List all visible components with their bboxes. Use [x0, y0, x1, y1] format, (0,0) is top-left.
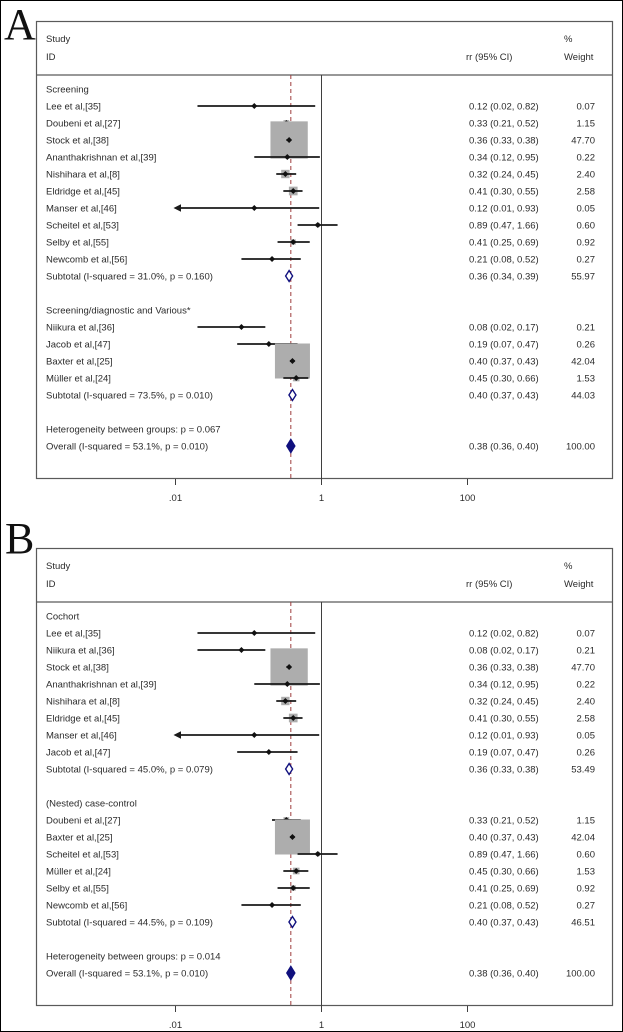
study-label: Müller et al,[24] — [46, 866, 111, 878]
weight-text: 0.05 — [576, 730, 595, 742]
point-marker — [238, 324, 244, 330]
subtotal-row — [46, 390, 595, 402]
study-row — [46, 714, 595, 725]
study-label: Jacob et al,[47] — [46, 747, 111, 759]
study-row — [46, 867, 595, 878]
study-label: Eldridge et al,[45] — [46, 186, 120, 198]
weight-text: 0.07 — [576, 101, 595, 113]
study-label: Selby et al,[55] — [46, 237, 109, 249]
point-marker — [266, 341, 272, 347]
study-row — [46, 850, 595, 861]
study-label: Lee et al,[35] — [46, 101, 101, 113]
point-marker — [269, 902, 275, 908]
weight-text: 2.58 — [576, 713, 595, 725]
weight-text: 0.92 — [576, 883, 595, 895]
heterogeneity-text: Heterogeneity between groups: p = 0.014 — [46, 951, 221, 963]
effect-text: 0.41 (0.25, 0.69) — [469, 883, 539, 895]
group-label: (Nested) case-control — [46, 798, 137, 810]
study-label: Niikura et al,[36] — [46, 645, 115, 657]
effect-text: 0.32 (0.24, 0.45) — [469, 169, 539, 181]
study-row — [46, 731, 595, 742]
weight-text: 0.26 — [576, 747, 595, 759]
study-label: Lee et al,[35] — [46, 628, 101, 640]
weight-text: 44.03 — [571, 390, 595, 402]
study-row — [46, 255, 595, 266]
weight-text: 2.58 — [576, 186, 595, 198]
study-row — [46, 102, 595, 113]
axis-tick-label: .01 — [168, 493, 183, 504]
study-label: Selby et al,[55] — [46, 883, 109, 895]
study-label: Baxter et al,[25] — [46, 832, 113, 844]
study-label: Stock et al,[38] — [46, 662, 109, 674]
weight-text: 2.40 — [576, 696, 595, 708]
effect-text: 0.34 (0.12, 0.95) — [469, 679, 539, 691]
ci-arrow-left — [174, 204, 182, 212]
effect-text: 0.12 (0.01, 0.93) — [469, 203, 539, 215]
forest-panel-b — [37, 549, 613, 1032]
effect-text: 0.19 (0.07, 0.47) — [469, 339, 539, 351]
study-label: Newcomb et al,[56] — [46, 900, 128, 912]
axis-tick-label: 1 — [318, 493, 325, 504]
header-weight-line2: Weight — [564, 579, 594, 590]
point-marker — [251, 205, 257, 211]
weight-text: 46.51 — [571, 917, 595, 929]
study-label: Scheitel et al,[53] — [46, 849, 119, 861]
header-weight-line2: Weight — [564, 52, 594, 63]
group-label: Screening — [46, 84, 89, 96]
study-row — [46, 816, 595, 827]
study-label: Subtotal (I-squared = 73.5%, p = 0.010) — [46, 390, 213, 402]
effect-text: 0.40 (0.37, 0.43) — [469, 917, 539, 929]
header-weight-line1: % — [564, 34, 573, 45]
forest-plots-svg — [1, 1, 623, 1032]
effect-text: 0.33 (0.21, 0.52) — [469, 815, 539, 827]
study-label: Müller et al,[24] — [46, 373, 111, 385]
effect-text: 0.89 (0.47, 1.66) — [469, 220, 539, 232]
weight-text: 100.00 — [565, 441, 595, 453]
effect-text: 0.08 (0.02, 0.17) — [469, 322, 539, 334]
study-row — [46, 697, 595, 708]
weight-text: 1.15 — [576, 815, 595, 827]
weight-text: 0.05 — [576, 203, 595, 215]
weight-text: 0.92 — [576, 237, 595, 249]
ci-arrow-left — [174, 731, 182, 739]
weight-text: 0.21 — [576, 645, 595, 657]
panel-b-label: B — [5, 514, 35, 563]
study-row — [46, 187, 595, 198]
axis-tick-label: 100 — [459, 1020, 476, 1031]
header-study-line2: ID — [46, 52, 56, 63]
overall-row — [46, 967, 595, 980]
study-label: Jacob et al,[47] — [46, 339, 111, 351]
effect-text: 0.89 (0.47, 1.66) — [469, 849, 539, 861]
study-label: Doubeni et al,[27] — [46, 118, 121, 130]
weight-text: 47.70 — [571, 135, 595, 147]
weight-text: 0.21 — [576, 322, 595, 334]
panel-a-label: A — [4, 0, 36, 49]
effect-text: 0.45 (0.30, 0.66) — [469, 866, 539, 878]
panel-frame — [37, 22, 613, 479]
study-row — [46, 629, 595, 640]
overall-diamond — [287, 967, 295, 980]
forest-plots-canvas — [1, 1, 622, 1032]
axis-tick-label: 100 — [459, 493, 476, 504]
weight-text: 0.26 — [576, 339, 595, 351]
header-effect: rr (95% CI) — [466, 579, 513, 590]
point-marker — [269, 256, 275, 262]
effect-text: 0.38 (0.36, 0.40) — [469, 441, 539, 453]
study-row — [46, 221, 595, 232]
weight-text: 53.49 — [571, 764, 595, 776]
weight-text: 0.27 — [576, 900, 595, 912]
point-marker — [266, 749, 272, 755]
effect-text: 0.21 (0.08, 0.52) — [469, 254, 539, 266]
study-row — [46, 170, 595, 181]
study-label: Overall (I-squared = 53.1%, p = 0.010) — [46, 968, 209, 980]
subtotal-diamond — [286, 764, 293, 775]
study-label: Nishihara et al,[8] — [46, 169, 120, 181]
study-label: Manser et al,[46] — [46, 203, 117, 215]
study-row — [46, 238, 595, 249]
effect-text: 0.12 (0.02, 0.82) — [469, 628, 539, 640]
study-label: Ananthakrishnan et al,[39] — [46, 152, 157, 164]
study-label: Scheitel et al,[53] — [46, 220, 119, 232]
forest-panel-a — [37, 22, 613, 505]
study-row — [46, 153, 595, 164]
weight-text: 100.00 — [565, 968, 595, 980]
weight-text: 47.70 — [571, 662, 595, 674]
study-row — [46, 340, 595, 351]
axis-tick-label: 1 — [318, 1020, 325, 1031]
effect-text: 0.21 (0.08, 0.52) — [469, 900, 539, 912]
study-label: Doubeni et al,[27] — [46, 815, 121, 827]
point-marker — [251, 732, 257, 738]
effect-text: 0.12 (0.01, 0.93) — [469, 730, 539, 742]
header-study-line2: ID — [46, 579, 56, 590]
study-label: Ananthakrishnan et al,[39] — [46, 679, 157, 691]
study-label: Subtotal (I-squared = 44.5%, p = 0.109) — [46, 917, 213, 929]
weight-text: 42.04 — [571, 832, 595, 844]
subtotal-diamond — [286, 271, 293, 282]
study-label: Subtotal (I-squared = 45.0%, p = 0.079) — [46, 764, 213, 776]
study-row — [46, 204, 595, 215]
study-label: Subtotal (I-squared = 31.0%, p = 0.160) — [46, 271, 213, 283]
weight-text: 55.97 — [571, 271, 595, 283]
effect-text: 0.40 (0.37, 0.43) — [469, 356, 539, 368]
weight-text: 0.22 — [576, 152, 595, 164]
study-label: Baxter et al,[25] — [46, 356, 113, 368]
effect-text: 0.33 (0.21, 0.52) — [469, 118, 539, 130]
effect-text: 0.41 (0.25, 0.69) — [469, 237, 539, 249]
group-label: Screening/diagnostic and Various* — [46, 305, 191, 317]
study-label: Eldridge et al,[45] — [46, 713, 120, 725]
panel-frame — [37, 549, 613, 1006]
study-row — [46, 884, 595, 895]
effect-text: 0.34 (0.12, 0.95) — [469, 152, 539, 164]
weight-text: 0.27 — [576, 254, 595, 266]
study-label: Manser et al,[46] — [46, 730, 117, 742]
weight-text: 0.22 — [576, 679, 595, 691]
effect-text: 0.32 (0.24, 0.45) — [469, 696, 539, 708]
point-marker — [238, 647, 244, 653]
effect-text: 0.36 (0.33, 0.38) — [469, 764, 539, 776]
effect-text: 0.08 (0.02, 0.17) — [469, 645, 539, 657]
study-row — [46, 323, 595, 334]
header-study-line1: Study — [46, 34, 71, 45]
group-label: Cochort — [46, 611, 80, 623]
study-row — [46, 680, 595, 691]
header-weight-line1: % — [564, 561, 573, 572]
point-marker — [251, 103, 257, 109]
subtotal-diamond — [289, 390, 296, 401]
overall-diamond — [287, 440, 295, 453]
effect-text: 0.12 (0.02, 0.82) — [469, 101, 539, 113]
study-row — [46, 119, 595, 130]
point-marker — [315, 851, 321, 857]
study-row — [46, 901, 595, 912]
study-label: Stock et al,[38] — [46, 135, 109, 147]
weight-text: 2.40 — [576, 169, 595, 181]
study-row — [46, 374, 595, 385]
heterogeneity-text: Heterogeneity between groups: p = 0.067 — [46, 424, 221, 436]
weight-text: 1.53 — [576, 373, 595, 385]
study-row — [46, 748, 595, 759]
weight-text: 1.15 — [576, 118, 595, 130]
effect-text: 0.38 (0.36, 0.40) — [469, 968, 539, 980]
weight-text: 0.60 — [576, 849, 595, 861]
effect-text: 0.36 (0.34, 0.39) — [469, 271, 539, 283]
effect-text: 0.36 (0.33, 0.38) — [469, 135, 539, 147]
header-effect: rr (95% CI) — [466, 52, 513, 63]
effect-text: 0.45 (0.30, 0.66) — [469, 373, 539, 385]
point-marker — [251, 630, 257, 636]
weight-text: 42.04 — [571, 356, 595, 368]
overall-row — [46, 440, 595, 453]
study-label: Overall (I-squared = 53.1%, p = 0.010) — [46, 441, 209, 453]
effect-text: 0.36 (0.33, 0.38) — [469, 662, 539, 674]
point-marker — [315, 222, 321, 228]
study-label: Nishihara et al,[8] — [46, 696, 120, 708]
effect-text: 0.19 (0.07, 0.47) — [469, 747, 539, 759]
study-label: Niikura et al,[36] — [46, 322, 115, 334]
effect-text: 0.41 (0.30, 0.55) — [469, 186, 539, 198]
effect-text: 0.41 (0.30, 0.55) — [469, 713, 539, 725]
weight-text: 0.07 — [576, 628, 595, 640]
study-row — [46, 646, 595, 657]
study-label: Newcomb et al,[56] — [46, 254, 128, 266]
effect-text: 0.40 (0.37, 0.43) — [469, 832, 539, 844]
effect-text: 0.40 (0.37, 0.43) — [469, 390, 539, 402]
subtotal-row — [46, 764, 595, 776]
axis-tick-label: .01 — [168, 1020, 183, 1031]
weight-text: 0.60 — [576, 220, 595, 232]
subtotal-row — [46, 917, 595, 929]
weight-text: 1.53 — [576, 866, 595, 878]
header-study-line1: Study — [46, 561, 71, 572]
subtotal-row — [46, 271, 595, 283]
subtotal-diamond — [289, 917, 296, 928]
